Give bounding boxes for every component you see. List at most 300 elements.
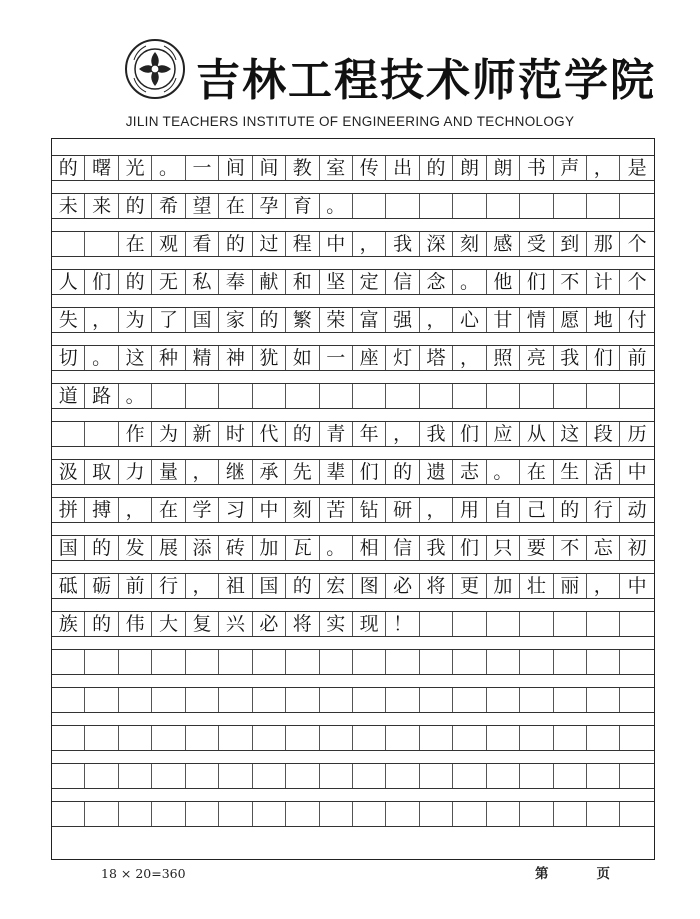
grid-cell <box>587 688 620 712</box>
grid-cell: 强 <box>386 308 419 332</box>
grid-cell: 犹 <box>253 346 286 370</box>
grid-cell <box>386 194 419 218</box>
grid-cell: 程 <box>286 232 319 256</box>
grid-cell: 发 <box>119 536 152 560</box>
grid-cell <box>52 232 85 256</box>
grid-cell: 奉 <box>219 270 252 294</box>
grid-cell <box>85 764 118 788</box>
grid-cell: 相 <box>353 536 386 560</box>
grid-row <box>52 801 654 827</box>
grid-cell: 那 <box>587 232 620 256</box>
grid-cell: 新 <box>186 422 219 446</box>
grid-cell: ， <box>587 574 620 598</box>
grid-cell <box>487 612 520 636</box>
grid-cell: 教 <box>286 156 319 180</box>
grid-cell: 坚 <box>320 270 353 294</box>
grid-cell: 是 <box>627 156 647 179</box>
grid-cell: 拼 <box>52 498 85 522</box>
grid-cell: ， <box>420 308 453 332</box>
grid-cell <box>386 764 419 788</box>
grid-cell <box>554 688 587 712</box>
grid-cell: 的 <box>85 612 118 636</box>
grid-cell <box>520 650 553 674</box>
grid-cell: ， <box>186 460 219 484</box>
grid-cell: 深 <box>420 232 453 256</box>
grid-cell: 行 <box>587 498 620 522</box>
grid-cell <box>253 650 286 674</box>
grid-cell <box>620 384 653 408</box>
grid-cell: 在 <box>152 498 185 522</box>
grid-cell: 将 <box>420 574 453 598</box>
grid-cell <box>253 802 286 826</box>
grid-cell: 年 <box>353 422 386 446</box>
grid-row <box>52 459 654 485</box>
grid-cell: 刻 <box>286 498 319 522</box>
grid-cell <box>620 688 653 712</box>
grid-cell: 们 <box>85 270 118 294</box>
grid-row <box>52 421 654 447</box>
grid-cell <box>487 650 520 674</box>
grid-cell: 。 <box>320 536 353 560</box>
grid-cell: 钻 <box>353 498 386 522</box>
grid-cell <box>620 194 653 218</box>
grid-cell: 朗 <box>487 156 520 180</box>
grid-cell: 无 <box>152 270 185 294</box>
grid-cell <box>52 422 85 446</box>
grid-cell: 们 <box>353 460 386 484</box>
grid-cell: 富 <box>353 308 386 332</box>
grid-cell <box>152 802 185 826</box>
institute-subtitle: JILIN TEACHERS INSTITUTE OF ENGINEERING AND TECHNOLOGY <box>125 114 575 129</box>
grid-cell: 国 <box>253 574 286 598</box>
grid-cell: 书 <box>520 156 553 180</box>
grid-cell: ， <box>353 232 386 256</box>
grid-cell: ！ <box>386 612 419 636</box>
grid-cell: 国 <box>52 536 85 560</box>
grid-cell: 我 <box>554 346 587 370</box>
grid-cell: 曙 <box>85 156 118 180</box>
grid-cell <box>353 764 386 788</box>
grid-cell: 来 <box>85 194 118 218</box>
writing-grid-sheet <box>51 138 655 860</box>
grid-cell: 中 <box>320 232 353 256</box>
grid-cell: 的 <box>119 270 152 294</box>
grid-cell <box>186 688 219 712</box>
grid-cell <box>453 194 486 218</box>
grid-cell <box>52 688 85 712</box>
grid-cell <box>487 194 520 218</box>
grid-cell <box>554 726 587 750</box>
grid-cell: 个 <box>627 270 647 293</box>
grid-cell <box>587 802 620 826</box>
grid-cell: 将 <box>286 612 319 636</box>
grid-cell: 活 <box>587 460 620 484</box>
grid-rows <box>52 155 654 839</box>
grid-cell <box>152 764 185 788</box>
grid-cell <box>253 688 286 712</box>
grid-row <box>52 649 654 675</box>
grid-cell <box>620 802 653 826</box>
grid-cell: ， <box>453 346 486 370</box>
grid-cell <box>219 688 252 712</box>
grid-cell <box>386 802 419 826</box>
grid-cell: 初 <box>627 536 647 559</box>
grid-cell <box>119 802 152 826</box>
grid-cell <box>286 802 319 826</box>
grid-cell: 路 <box>85 384 118 408</box>
grid-cell: 搏 <box>85 498 118 522</box>
grid-cell: 的 <box>286 422 319 446</box>
grid-cell <box>320 384 353 408</box>
grid-cell: 我 <box>420 422 453 446</box>
grid-cell <box>52 802 85 826</box>
grid-row <box>52 155 654 181</box>
grid-row <box>52 497 654 523</box>
grid-cell: 作 <box>119 422 152 446</box>
grid-cell <box>487 764 520 788</box>
grid-cell <box>152 650 185 674</box>
grid-cell: 的 <box>253 308 286 332</box>
grid-cell: 荣 <box>320 308 353 332</box>
grid-cell <box>119 764 152 788</box>
grid-cell <box>85 232 118 256</box>
grid-cell: 更 <box>453 574 486 598</box>
grid-cell: 不 <box>554 270 587 294</box>
grid-cell: 用 <box>453 498 486 522</box>
grid-cell: 朗 <box>453 156 486 180</box>
grid-cell: 研 <box>386 498 419 522</box>
grid-cell <box>219 802 252 826</box>
grid-cell: 传 <box>353 156 386 180</box>
grid-cell: 到 <box>554 232 587 256</box>
grid-cell <box>420 650 453 674</box>
grid-cell <box>219 384 252 408</box>
grid-cell: 付 <box>627 308 647 331</box>
grid-cell: 私 <box>186 270 219 294</box>
grid-cell <box>286 688 319 712</box>
grid-cell <box>520 726 553 750</box>
grid-cell: 历 <box>627 422 647 445</box>
grid-cell <box>554 764 587 788</box>
grid-cell <box>420 612 453 636</box>
grid-cell: 族 <box>52 612 85 636</box>
grid-cell: 和 <box>286 270 319 294</box>
grid-cell <box>554 384 587 408</box>
grid-row <box>52 383 654 409</box>
grid-cell: 们 <box>453 536 486 560</box>
grid-cell <box>52 764 85 788</box>
grid-cell: 前 <box>627 346 647 369</box>
grid-cell <box>487 802 520 826</box>
grid-row <box>52 573 654 599</box>
grid-cell: 这 <box>119 346 152 370</box>
grid-cell: 实 <box>320 612 353 636</box>
grid-cell <box>219 650 252 674</box>
grid-cell <box>320 802 353 826</box>
grid-cell: 段 <box>587 422 620 446</box>
grid-cell <box>420 764 453 788</box>
grid-cell: 的 <box>119 194 152 218</box>
grid-cell <box>554 650 587 674</box>
grid-cell <box>587 194 620 218</box>
grid-cell: 育 <box>286 194 319 218</box>
grid-cell: 的 <box>219 232 252 256</box>
grid-cell: 砥 <box>52 574 85 598</box>
page-header <box>0 0 700 132</box>
grid-cell: 国 <box>186 308 219 332</box>
grid-cell: 。 <box>453 270 486 294</box>
grid-cell: 必 <box>386 574 419 598</box>
grid-cell <box>186 802 219 826</box>
grid-cell: 代 <box>253 422 286 446</box>
grid-cell: 的 <box>85 536 118 560</box>
grid-cell: 计 <box>587 270 620 294</box>
grid-row <box>52 725 654 751</box>
grid-cell <box>587 384 620 408</box>
grid-cell: 们 <box>453 422 486 446</box>
grid-cell: 这 <box>554 422 587 446</box>
grid-cell: 自 <box>487 498 520 522</box>
grid-cell <box>453 688 486 712</box>
grid-cell <box>286 384 319 408</box>
grid-cell: 为 <box>152 422 185 446</box>
grid-cell <box>286 726 319 750</box>
grid-cell: 感 <box>487 232 520 256</box>
grid-cell: 未 <box>52 194 85 218</box>
grid-cell: 的 <box>420 156 453 180</box>
grid-cell: 复 <box>186 612 219 636</box>
grid-cell <box>520 384 553 408</box>
grid-cell: ， <box>420 498 453 522</box>
grid-cell: 了 <box>152 308 185 332</box>
grid-cell <box>587 764 620 788</box>
grid-cell <box>453 726 486 750</box>
grid-cell <box>386 650 419 674</box>
grid-cell <box>152 688 185 712</box>
grid-cell <box>186 650 219 674</box>
grid-cell <box>520 764 553 788</box>
grid-cell: 祖 <box>219 574 252 598</box>
grid-cell: 在 <box>119 232 152 256</box>
grid-cell <box>253 384 286 408</box>
grid-cell: 己 <box>520 498 553 522</box>
grid-cell: 动 <box>627 498 647 521</box>
grid-cell: 的 <box>52 156 85 180</box>
grid-cell: 灯 <box>386 346 419 370</box>
grid-spec-label: 18 × 20=360 <box>101 866 186 881</box>
grid-cell <box>320 650 353 674</box>
grid-cell: 中 <box>627 460 647 483</box>
grid-row <box>52 193 654 219</box>
grid-cell: 照 <box>487 346 520 370</box>
grid-cell: 受 <box>520 232 553 256</box>
grid-cell: 青 <box>320 422 353 446</box>
grid-cell: 定 <box>353 270 386 294</box>
grid-cell <box>554 194 587 218</box>
grid-cell: 人 <box>52 270 85 294</box>
page-label-prefix: 第 <box>535 866 549 882</box>
grid-cell <box>386 384 419 408</box>
grid-cell <box>286 650 319 674</box>
grid-cell: 必 <box>253 612 286 636</box>
grid-row <box>52 687 654 713</box>
grid-cell: 的 <box>386 460 419 484</box>
grid-row <box>52 231 654 257</box>
grid-cell: 在 <box>520 460 553 484</box>
grid-cell: 添 <box>186 536 219 560</box>
grid-cell <box>353 726 386 750</box>
grid-cell: 中 <box>253 498 286 522</box>
grid-cell: 座 <box>353 346 386 370</box>
grid-cell: 愿 <box>554 308 587 332</box>
grid-cell <box>487 384 520 408</box>
grid-cell <box>453 802 486 826</box>
grid-cell: 种 <box>152 346 185 370</box>
grid-row <box>52 307 654 333</box>
grid-cell: 们 <box>520 270 553 294</box>
grid-cell: 。 <box>487 460 520 484</box>
grid-cell <box>420 194 453 218</box>
grid-cell: 加 <box>253 536 286 560</box>
grid-cell: 声 <box>554 156 587 180</box>
grid-cell: 力 <box>119 460 152 484</box>
grid-cell <box>119 650 152 674</box>
grid-cell <box>620 612 653 636</box>
grid-cell: 为 <box>119 308 152 332</box>
grid-cell <box>186 764 219 788</box>
grid-cell <box>186 726 219 750</box>
college-seal-icon <box>124 38 186 100</box>
grid-cell: 信 <box>386 270 419 294</box>
grid-cell: 汲 <box>52 460 85 484</box>
grid-cell: 。 <box>152 156 185 180</box>
grid-cell <box>587 612 620 636</box>
grid-cell: 承 <box>253 460 286 484</box>
grid-cell: 。 <box>320 194 353 218</box>
grid-cell: 先 <box>286 460 319 484</box>
grid-cell <box>219 764 252 788</box>
grid-cell: 中 <box>627 574 647 597</box>
grid-cell: 时 <box>219 422 252 446</box>
grid-cell: 一 <box>186 156 219 180</box>
grid-cell: 从 <box>520 422 553 446</box>
grid-cell: 孕 <box>253 194 286 218</box>
grid-cell <box>520 194 553 218</box>
grid-cell: 大 <box>152 612 185 636</box>
grid-cell <box>152 384 185 408</box>
grid-cell <box>453 650 486 674</box>
institute-title: 吉林工程技术师范学院 <box>196 55 656 106</box>
grid-cell <box>253 764 286 788</box>
grid-cell <box>286 764 319 788</box>
grid-cell <box>520 688 553 712</box>
grid-cell <box>85 688 118 712</box>
grid-cell: 繁 <box>286 308 319 332</box>
grid-cell <box>620 764 653 788</box>
grid-cell: 宏 <box>320 574 353 598</box>
grid-cell <box>487 726 520 750</box>
grid-row <box>52 611 654 637</box>
grid-cell <box>554 612 587 636</box>
grid-cell: 如 <box>286 346 319 370</box>
grid-cell <box>620 726 653 750</box>
grid-cell: 继 <box>219 460 252 484</box>
grid-cell: 一 <box>320 346 353 370</box>
grid-cell <box>453 764 486 788</box>
grid-cell: 望 <box>186 194 219 218</box>
grid-cell: 心 <box>453 308 486 332</box>
grid-cell: ， <box>386 422 419 446</box>
grid-cell: 出 <box>386 156 419 180</box>
grid-cell: 观 <box>152 232 185 256</box>
grid-cell: 看 <box>186 232 219 256</box>
grid-cell: 的 <box>286 574 319 598</box>
grid-cell: 图 <box>353 574 386 598</box>
grid-cell <box>119 688 152 712</box>
grid-cell: 道 <box>52 384 85 408</box>
grid-cell <box>420 802 453 826</box>
grid-cell <box>253 726 286 750</box>
grid-cell: 遗 <box>420 460 453 484</box>
grid-cell <box>386 726 419 750</box>
grid-cell: 苦 <box>320 498 353 522</box>
grid-cell: 砺 <box>85 574 118 598</box>
grid-cell <box>85 726 118 750</box>
grid-cell <box>320 764 353 788</box>
grid-cell <box>353 384 386 408</box>
page-number-label <box>535 862 610 882</box>
grid-cell: 献 <box>253 270 286 294</box>
grid-cell <box>85 650 118 674</box>
grid-cell <box>587 726 620 750</box>
grid-row <box>52 763 654 789</box>
grid-cell <box>453 612 486 636</box>
grid-cell: ， <box>119 498 152 522</box>
grid-cell: 不 <box>554 536 587 560</box>
grid-cell: 兴 <box>219 612 252 636</box>
grid-cell: 要 <box>520 536 553 560</box>
grid-cell <box>186 384 219 408</box>
grid-cell: ， <box>85 308 118 332</box>
grid-cell <box>320 726 353 750</box>
grid-cell: 壮 <box>520 574 553 598</box>
grid-cell: ， <box>587 156 620 180</box>
grid-cell: 个 <box>627 232 647 255</box>
grid-cell: 室 <box>320 156 353 180</box>
grid-cell <box>386 688 419 712</box>
grid-cell: 家 <box>219 308 252 332</box>
grid-row <box>52 345 654 371</box>
grid-cell <box>420 688 453 712</box>
grid-cell <box>453 384 486 408</box>
grid-cell: 在 <box>219 194 252 218</box>
grid-cell: 加 <box>487 574 520 598</box>
grid-cell: 过 <box>253 232 286 256</box>
grid-cell <box>487 688 520 712</box>
grid-cell: 他 <box>487 270 520 294</box>
grid-cell: 。 <box>119 384 152 408</box>
grid-cell: 念 <box>420 270 453 294</box>
grid-cell: 展 <box>152 536 185 560</box>
grid-cell <box>554 802 587 826</box>
grid-cell: 学 <box>186 498 219 522</box>
grid-cell: 瓦 <box>286 536 319 560</box>
grid-cell: 刻 <box>453 232 486 256</box>
grid-cell <box>320 688 353 712</box>
grid-cell: 塔 <box>420 346 453 370</box>
grid-cell: 我 <box>420 536 453 560</box>
grid-row <box>52 535 654 561</box>
